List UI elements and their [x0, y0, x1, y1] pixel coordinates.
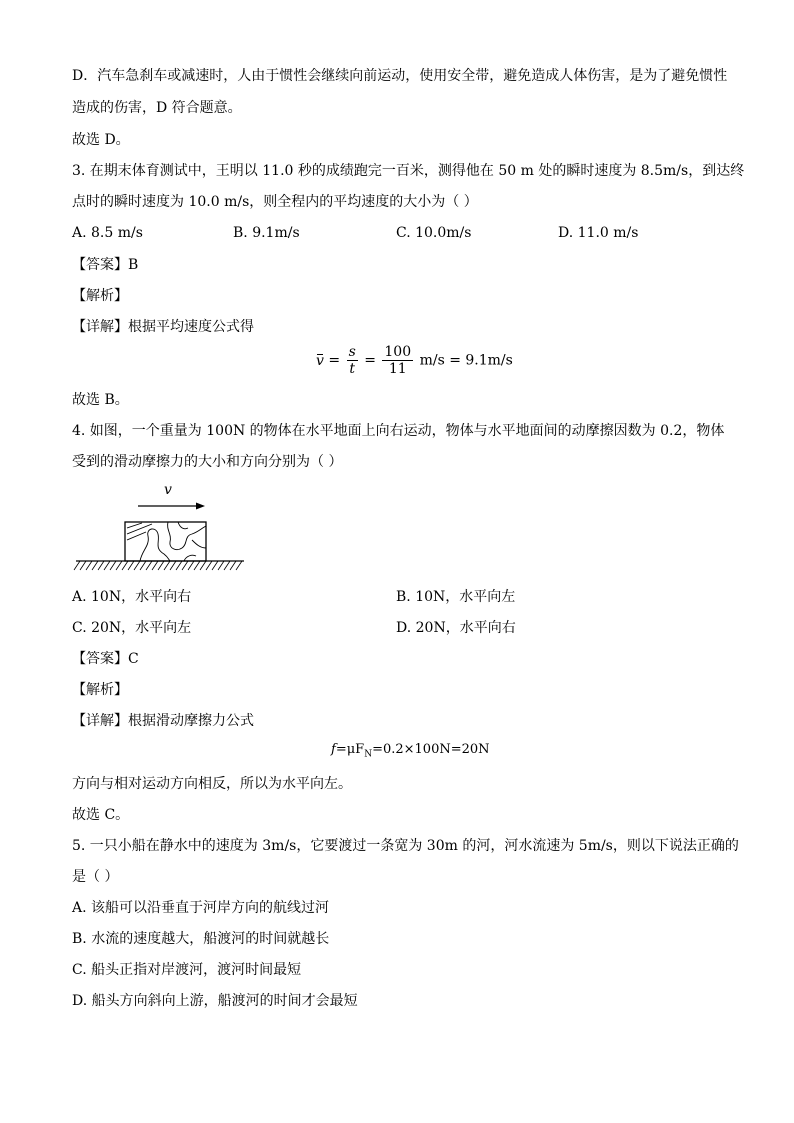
q4-option-b: B. 10N，水平向左	[396, 589, 516, 605]
q5-option-d: D. 船头方向斜向上游，船渡河的时间才会最短	[72, 993, 358, 1009]
q4-option-a: A. 10N，水平向右	[72, 589, 192, 605]
q3-option-c: C. 10.0m/s	[396, 225, 472, 241]
q3-equation: v = $\frac{s}{t}$ = $\frac{100}{11}$ m/s = 9.1m/s	[316, 344, 513, 377]
q3-option-d: D. 11.0 m/s	[558, 225, 639, 241]
q3-detail: 【详解】根据平均速度公式得	[72, 319, 254, 335]
q4-option-d: D. 20N，水平向右	[396, 620, 516, 636]
wooden-block	[125, 522, 206, 561]
q5-option-a: A. 该船可以沿垂直于河岸方向的航线过河	[72, 900, 330, 916]
q4-detail: 【详解】根据滑动摩擦力公式	[72, 713, 254, 729]
eq-fraction-st: $\frac{s}{t}$	[348, 344, 356, 377]
q3-stem-line2: 点时的瞬时速度为 10.0 m/s，则全程内的平均速度的大小为（ ）	[72, 194, 478, 210]
q5-stem-line1: 5. 一只小船在静水中的速度为 3m/s，它要渡过一条宽为 30m 的河，河水流速为 5m/s，则以下说法正确的	[72, 838, 739, 854]
q2-option-d-line2: 造成的伤害，D 符合题意。	[72, 100, 242, 116]
q5-option-c: C. 船头正指对岸渡河，渡河时间最短	[72, 962, 302, 978]
q3-analysis-label: 【解析】	[72, 288, 128, 304]
q4-equation: $f=\mu F_N=0.2\times 100N=20N$	[331, 742, 490, 760]
eq-v-bar: v	[316, 352, 324, 369]
q3-conclusion: 故选 B。	[72, 392, 129, 408]
q2-conclusion: 故选 D。	[72, 132, 130, 148]
q4-answer: 【答案】C	[72, 651, 139, 667]
q4-stem-line2: 受到的滑动摩擦力的大小和方向分别为（ ）	[72, 454, 343, 470]
block-on-ground-figure	[72, 478, 252, 578]
q3-answer: 【答案】B	[72, 257, 139, 273]
q5-option-b: B. 水流的速度越大，船渡河的时间就越长	[72, 931, 330, 947]
q4-stem-line1: 4. 如图，一个重量为 100N 的物体在水平地面上向右运动，物体与水平地面间的动摩擦因数为 0.2，物体	[72, 423, 725, 439]
q4-explanation: 方向与相对运动方向相反，所以为水平向左。	[72, 776, 352, 792]
ground-hatching	[74, 561, 242, 570]
q4-analysis-label: 【解析】	[72, 682, 128, 698]
q5-stem-line2: 是（ ）	[72, 869, 119, 885]
q3-stem-line1: 3. 在期末体育测试中，王明以 11.0 秒的成绩跑完一百米，测得他在 50 m 处的瞬时速度为 8.5m/s，到达终	[72, 163, 745, 179]
q2-option-d-line1: D．汽车急刹车或减速时，人由于惯性会继续向前运动，使用安全带，避免造成人体伤害，是为了避免惯性	[72, 68, 728, 84]
q4-conclusion: 故选 C。	[72, 807, 130, 823]
velocity-arrowhead	[196, 503, 205, 510]
velocity-label: v	[164, 482, 172, 498]
q3-option-b: B. 9.1m/s	[233, 225, 300, 241]
eq-fraction-100-11: $\frac{100}{11}$	[384, 344, 412, 377]
q4-option-c: C. 20N，水平向左	[72, 620, 192, 636]
q3-option-a: A. 8.5 m/s	[72, 225, 143, 241]
